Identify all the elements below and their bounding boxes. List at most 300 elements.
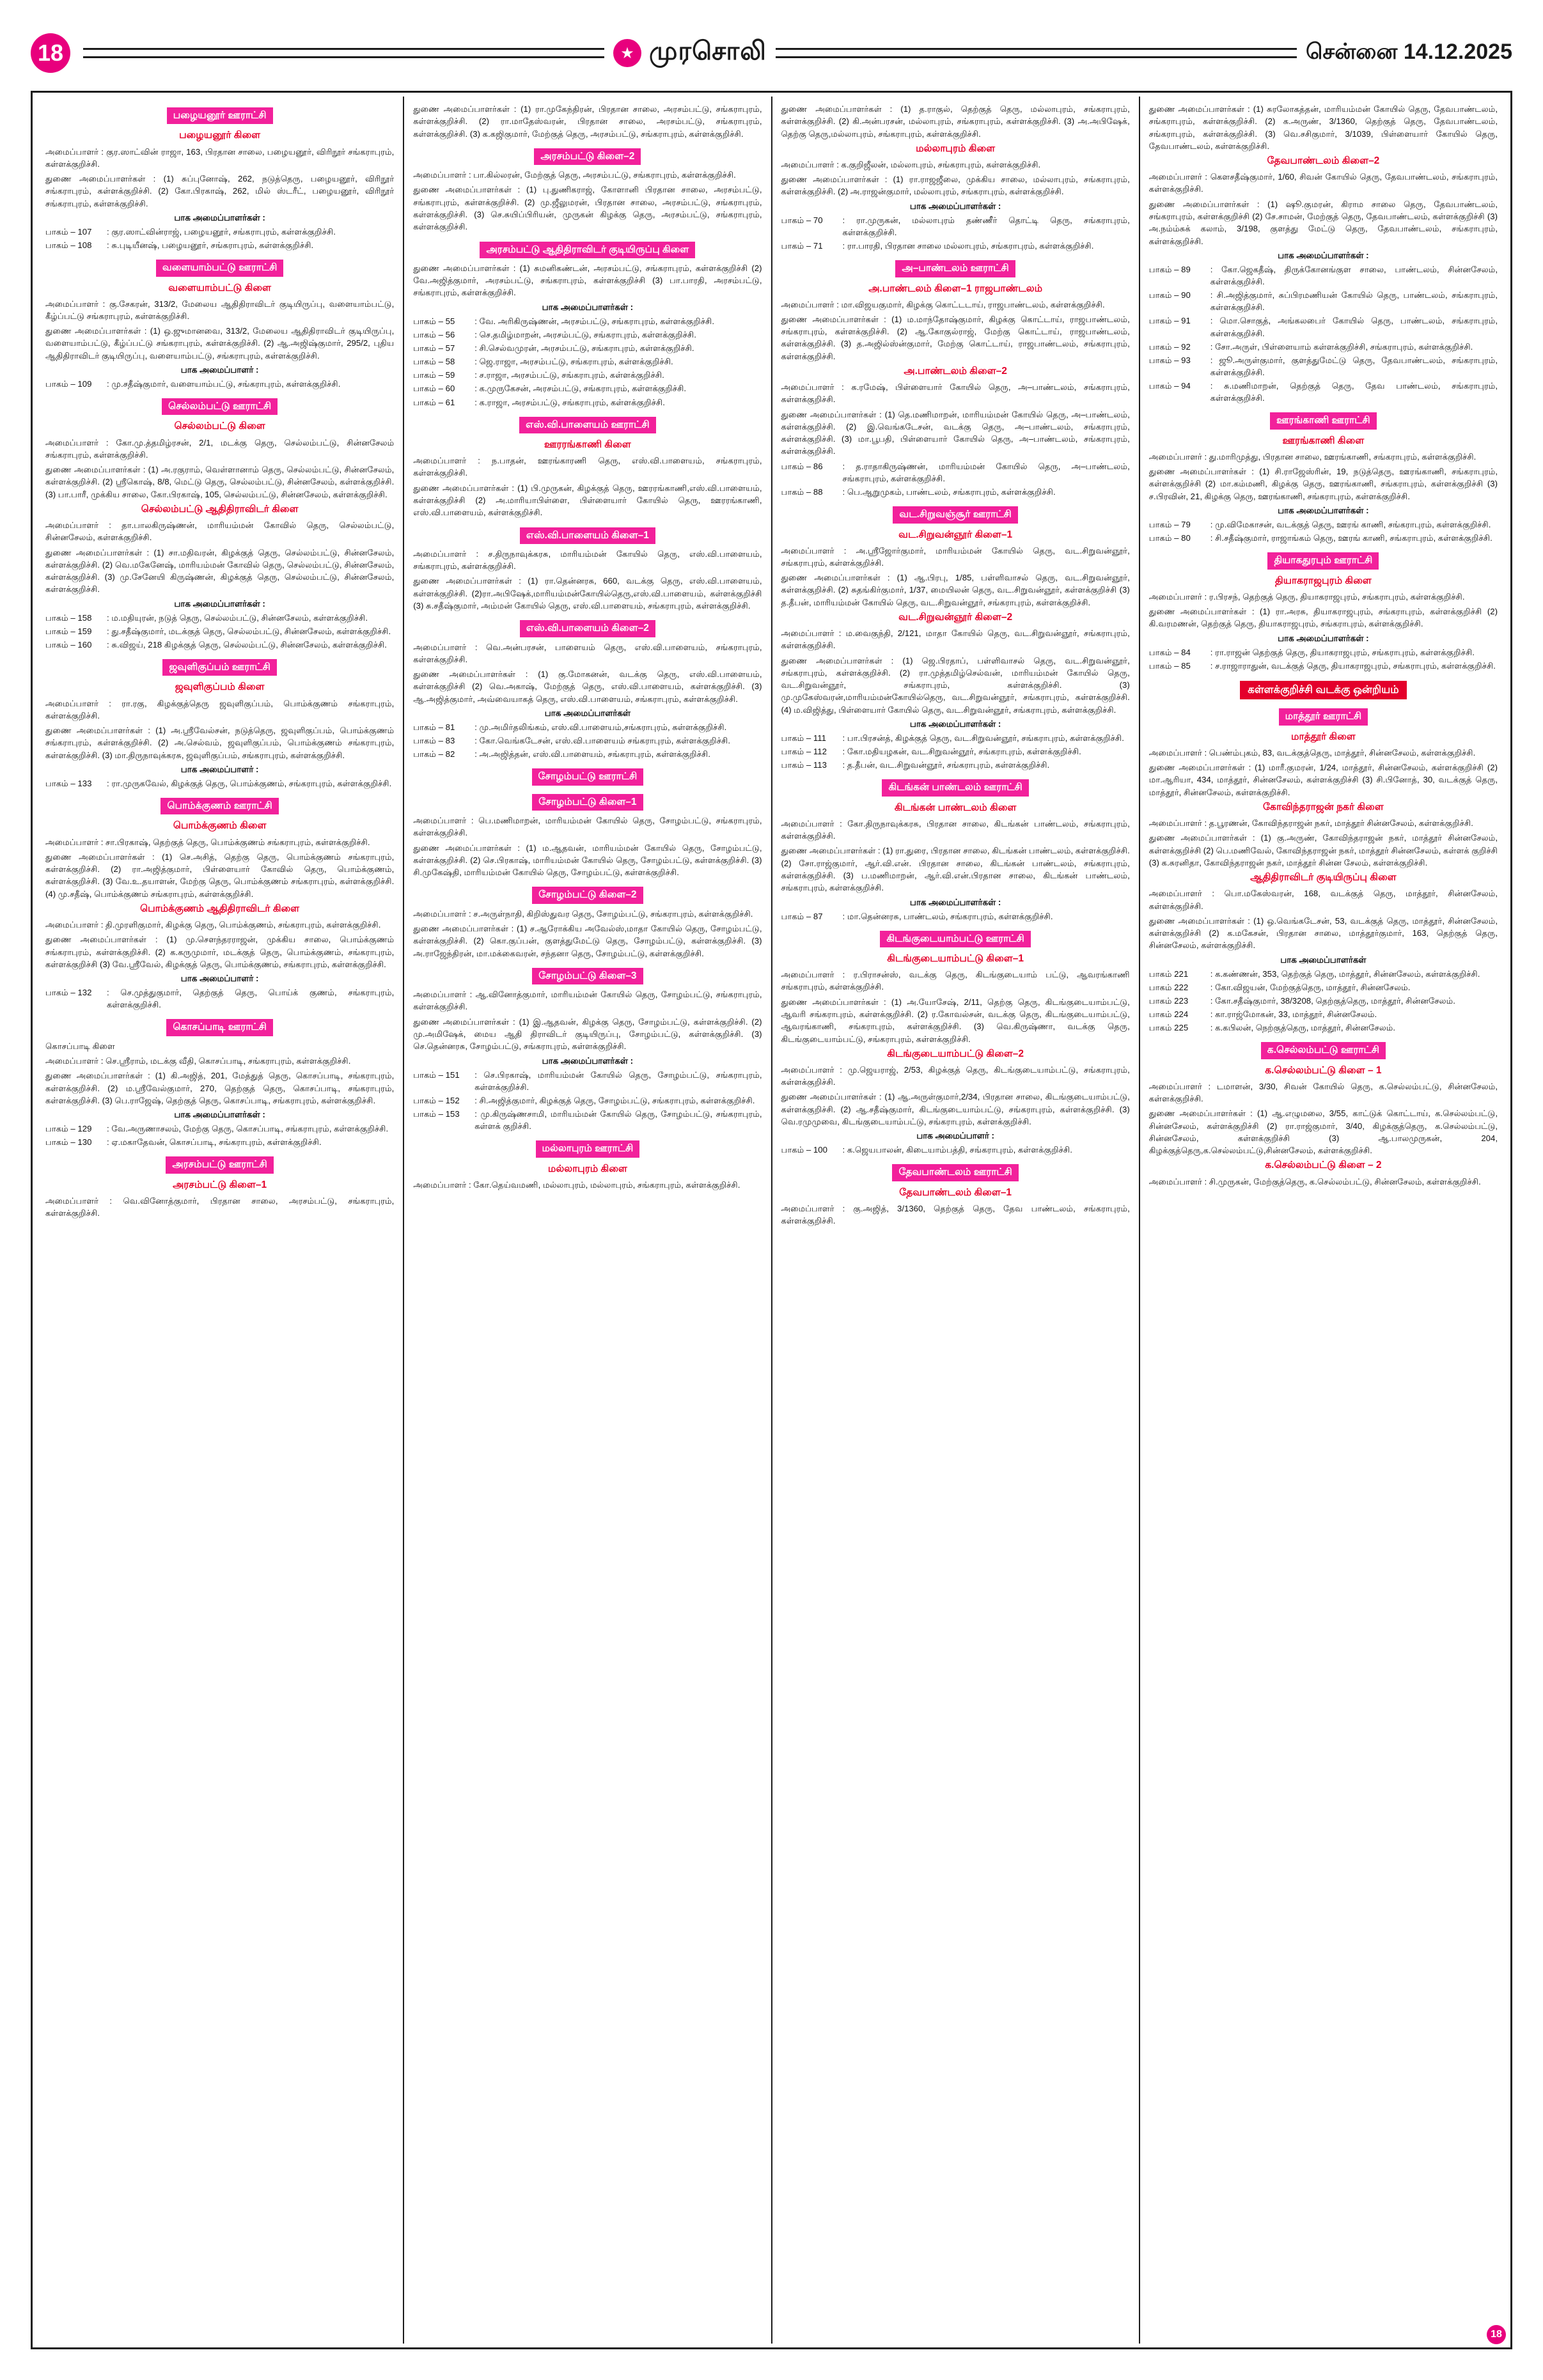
list-label: பாக அமைப்பாளர்கள் : [174, 598, 265, 609]
list-item [1149, 1022, 1498, 1034]
body-paragraph: அமைப்பாளர் : மா.விஜயகுமார், கிழக்கு கொட்டடாய், ராஜபாண்டலம், கள்ளக்குறிச்சி. [781, 299, 1105, 309]
list-item [45, 777, 394, 789]
body-paragraph: கொசப்பாடி கிளை [45, 1041, 115, 1051]
body-paragraph: துணை அமைப்பாளர்கள் : (1) மாரீ.குமரன், 1/24, மாத்தூர், சின்னசேலம், கள்ளக்குறிச்சி (2) மா.ஆரியா, 434, மாத்தூர், சின்னசேலம், கள்ளக்குறிச்சி (3) சி.பினோத், 30, வடக்குத் தெரு, மாத்தூர், சின்னசேலம், கள்ளக்குறிச்சி. [1148, 763, 1498, 797]
panchayat-heading: க.செல்லம்பட்டு ஊராட்சி [1261, 1042, 1386, 1059]
body-paragraph: துணை அமைப்பாளர்கள் : (1) ச.ஆரோக்கிய அவேல்ஸ்,மாதா கோயில் தெரு, சோழம்பட்டு, கள்ளக்குறிச்சி. (2) கொ.குப்பன், குளத்துமேட்டு தெரு, சோழம்பட்டு, கள்ளக்குறிச்சி. (3) அ.ராஜேந்திரன், மா.மக்கைவரன், சந்தனா தெரு, சோழம்பட்டு, கள்ளக்குறிச்சி. [413, 924, 762, 958]
branch-subheading: வட.சிறுவன்ஞூர் கிளை–1 [898, 529, 1013, 540]
branch-heading-wrap [413, 1135, 762, 1160]
list-item-value: : மு.கிருஷ்ணசாமி, மாரியம்மன் கோயில் தெரு, சோழம்பட்டு, சங்கராபுரம், கள்ளக் குறிச்சி. [474, 1108, 762, 1132]
list-item-key: பாகம் – 88 [781, 487, 823, 497]
page-number-badge: 18 [31, 33, 70, 73]
panchayat-heading: அரசம்பட்டு கிளை–2 [534, 148, 641, 165]
list-item-value: : சி.அஜித்குமார், சுப்பிரமணியன் கோயில் தெரு, பாண்டலம், சங்கராபுரம், கள்ளக்குறிச்சி. [1210, 290, 1498, 313]
body-paragraph: அமைப்பாளர் : பொ.மகேஸ்வரன், 168, வடக்குத் தெரு, மாத்தூர், சின்னசேலம், கள்ளக்குறிச்சி. [1148, 889, 1498, 911]
list-item-value: : கோ.சதீஷ்குமார், 38/3208, தெற்குத்தெரு, மாத்தூர், சின்னசேலம். [1210, 995, 1455, 1006]
branch-heading-wrap [781, 774, 1130, 798]
list-item-key: பாகம் – 130 [45, 1137, 92, 1147]
list-item-key: பாகம் – 151 [413, 1069, 460, 1080]
list-item-value: : த.ராதாகிருஷ்ணன், மாரியம்மன் கோயில் தெரு, அ–பாண்டலம், சங்கராபுரம், கள்ளக்குறிச்சி. [842, 461, 1130, 483]
list-item-value: : ஜெ.ராஜா, அரசம்பட்டு, சங்கராபுரம், கள்ளக்குறிச்சி. [474, 357, 673, 367]
list-item-value: : து.சதீஷ்குமார், மடக்குத் தெரு, செல்லம்பட்டு, சின்னசேலம், கள்ளக்குறிச்சி. [107, 626, 391, 636]
list-item-value: : கோ.வெங்கடேசன், எஸ்.வி.பாளையம் சங்கராபுரம், கள்ளக்குறிச்சி. [474, 736, 731, 746]
list-item-value: : ம.மதியுரன், நடுத் தெரு, செல்லம்பட்டு, சின்னசேலம், கள்ளக்குறிச்சி. [107, 612, 368, 623]
entry-list [1149, 518, 1498, 544]
body-paragraph: அமைப்பாளர் : வெ.அன்பரசன், பாளையம் தெரு, எஸ்.வி.பாளையம், சங்கராபுரம், கள்ளக்குறிச்சி. [413, 642, 762, 664]
branch-heading-wrap [45, 1013, 394, 1038]
body-paragraph: அமைப்பாளர் : கோ.தெய்வமணி, மல்லாபுரம், மல்லாபுரம், சங்கராபுரம், கள்ளக்குறிச்சி. [413, 1179, 740, 1190]
list-item [45, 239, 394, 251]
body-paragraph: அமைப்பாளர் : ர.பிராசன்ஸ், வடக்கு தெரு, கிடங்குடையாம் பட்டு, ஆவரங்காணி சங்கராபுரம், கள்ளக்குறிச்சி. [781, 970, 1130, 992]
body-paragraph: துணை அமைப்பாளர்கள் : (1) ஜெ.பிரதாப், பள்ளிவாசல் தெரு, வட.சிறுவன்ஞூர், சங்கராபுரம், கள்ளக்குறிச்சி. (2) ரா.முத்தமிழ்செல்வன், மாரியம்மன் கோயில் தெரு, வட.சிறுவன்ஞூர், சங்கராபுரம், கள்ளக்குறிச்சி. (3) மு.முகேஸ்வரன்,மாரியம்மன்கோயில்தெரு, வட.சிறுவன்ஞூர், சங்கராபுரம், கள்ளக்குறிச்சி. (4) ம.விஜித்து, பிள்ளையார் கோயில் தெரு, வட.சிறுவன்ஞூர், சங்கராபுரம், கள்ளக்குறிச்சி. [781, 655, 1130, 715]
list-item [413, 1108, 762, 1132]
branch-heading-wrap [413, 881, 762, 906]
body-paragraph: அமைப்பாளர் : கோ.மு.த்தமிழ்ரசன், 2/1, மடக்கு தெரு, செல்லம்பட்டு, சின்னசேலம் சங்கராபுரம், கள்ளக்குறிச்சி. [45, 437, 395, 460]
body-paragraph: துணை அமைப்பாளர்கள் : (1) ம.ஆதவன், மாரியம்மன் கோயில் தெரு, சோழம்பட்டு, கள்ளக்குறிச்சி. (2) செ.பிரகாஷ், மாரியம்மன் கோயில் தெரு, சோழம்பட்டு, கள்ளக்குறிச்சி. (3) சி.முகேஷ்தி, மாரியம்மன் கோயில் தெரு, சோழம்பட்டு, கள்ளக்குறிச்சி. [413, 843, 762, 878]
branch-subheading: பொம்க்குணம் ஆதிதிராவிடர் கிளை [140, 903, 300, 914]
list-item-key: பாகம் 221 [1148, 968, 1189, 979]
panchayat-heading: கிடங்குடையாம்பட்டு ஊராட்சி [880, 931, 1030, 947]
branch-heading-wrap [781, 254, 1130, 279]
body-paragraph: துணை அமைப்பாளர்கள் : (1) அ.ஸ்ரீவேல்சன், நடுத்தெரு, ஜவுளிகுப்பம், பொம்க்குணம் சங்கராபுரம், கள்ளக்குறிச்சி. (2) அ.செல்வம், ஜவுளிகுப்பம், பொம்க்குணம் சங்கராபுரம், கள்ளக்குறிச்சி. (3) மா.திருநாவுக்கரசு, ஜவுளிகுப்பம், சங்கராபுரம், கள்ளக்குறிச்சி. [45, 726, 395, 760]
body-paragraph: அமைப்பாளர் : சா.பிரகாஷ், தெற்குத் தெரு, பொம்க்குணம் சங்கராபுரம், கள்ளக்குறிச்சி. [45, 837, 370, 847]
body-paragraph: அமைப்பாளர் : க.ரமேஷ், பிள்ளையார் கோயில் தெரு, அ–பாண்டலம், சங்கராபுரம், கள்ளக்குறிச்சி. [781, 382, 1130, 405]
list-item-value: : ஏ.மகாதேவன், கொசப்பாடி, சங்கராபுரம், கள்ளக்குறிச்சி. [107, 1137, 322, 1147]
body-paragraph: துணை அமைப்பாளர்கள் : (1) சுப்புனோஷ், 262, நடுத்தெரு, பழையனூர், விரிநூர் சங்கராபுரம், கள்ளக்குறிச்சி. (2) கோ.பிரகாஷ், 262, மில் ஸ்டரீட், பழையனூர், விரிநூர் சங்கராபுரம், கள்ளக்குறிச்சி. [45, 174, 395, 208]
masthead-logo [613, 37, 767, 69]
list-item-key: பாகம் – 82 [413, 749, 455, 759]
footer-page-number: 18 [1487, 2325, 1506, 2344]
list-label: பாக அமைப்பாளர்கள் : [909, 897, 1001, 907]
panchayat-heading: எஸ்.வி.பாளையம் கிளை–2 [520, 620, 655, 637]
panchayat-heading: கொசப்பாடி ஊராட்சி [166, 1019, 273, 1036]
branch-subheading: க.செல்லம்பட்டு கிளை – 1 [1265, 1064, 1382, 1076]
branch-subheading: பழையனூர் கிளை [179, 130, 261, 141]
list-item-key: பாகம் – 81 [413, 722, 455, 732]
body-paragraph: அமைப்பாளர் : டமாளன், 3/30, சிவன் கோயில் தெரு, க.செல்லம்பட்டு, சின்னசேலம், கள்ளக்குறிச்சி. [1148, 1081, 1498, 1104]
list-item-key: பாகம் – 84 [1148, 647, 1191, 657]
list-item-value: : சு.மணிமாறன், தெற்குத் தெரு, தேவ பாண்டலம், சங்கராபுரம், கள்ளக்குறிச்சி. [1210, 381, 1498, 403]
list-item [1149, 995, 1498, 1007]
entry-list [781, 1144, 1130, 1156]
panchayat-heading: செல்லம்பட்டு ஊராட்சி [162, 398, 278, 415]
body-paragraph: துணை அமைப்பாளர்கள் : (1) ரா.ராஜஜீலை, முக்கிய சாலை, மல்லாபுரம், சங்கராபுரம், கள்ளக்குறிச்சி. (2) அ.ராஜன்குமார், மல்லாபுரம், சங்கராபுரம், கள்ளக்குறிச்சி. [781, 175, 1130, 197]
list-item-value: : சு.விஜய், 218 கிழக்குத் தெரு, செல்லம்பட்டு, சின்னசேலம், கள்ளக்குறிச்சி. [107, 639, 387, 649]
column-4 [1139, 97, 1507, 2344]
list-item-value: : மு.விமேகாசன், வடக்குத் தெரு, ஊரங் காணி, சங்கராபுரம், கள்ளக்குறிச்சி. [1210, 519, 1491, 529]
list-label: பாக அமைப்பாளர் : [180, 974, 259, 984]
branch-subheading: பொம்க்குணம் கிளை [173, 820, 267, 832]
body-paragraph: துணை அமைப்பாளர்கள் : (1) செ.அசித், தெற்கு தெரு, பொம்க்குணம் சங்கராபுரம், கள்ளக்குறிச்சி. (2) ரா.அஜித்குமார், பிள்ளையார் கோவில் தெரு, பொம்க்குணம், கள்ளக்குறிச்சி. (3) வே.உ.தயாளன், மேற்கு தெரு, பொம்க்குணம் சங்கராபுரம், கள்ளக்குறிச்சி. (4) மு.சதீஷ், பொம்க்குணம் சங்கராபுரம், கள்ளக்குறிச்சி. [45, 852, 395, 899]
list-item-key: பாகம் – 60 [413, 384, 455, 394]
list-item [1149, 660, 1498, 672]
branch-subheading: கிடங்கன் பாண்டலம் கிளை [894, 802, 1017, 813]
panchayat-heading: கிடங்கன் பாண்டலம் ஊராட்சி [882, 779, 1028, 796]
panchayat-heading: அ–பாண்டலம் ஊராட்சி [895, 260, 1015, 277]
list-item-key: பாகம் 222 [1148, 982, 1189, 992]
list-item [781, 240, 1130, 252]
body-paragraph: அமைப்பாளர் : ம.வைகுந்தி, 2/121, மாதா கோயில் தெரு, வட.சிறுவன்ஞூர், சங்கராபுரம், கள்ளக்குறிச்சி. [781, 628, 1130, 651]
body-paragraph: துணை அமைப்பாளர்கள் : (1) அ.யோசேஷ், 2/11, தெற்கு தெரு, கிடங்குடையாம்பட்டு, ஆவரி சங்கராபுரம், கள்ளக்குறிச்சி. (2) ர.கோவல்சன், வடக்கு தெரு, கிடங்குடையாம்பட்டு, ஆவரங்காணி, சங்கராபுரம், கள்ளக்குறிச்சி. (3) வெ.கிருஷ்ணா, வடக்கு தெரு, கிடங்குடையாம்பட்டு, சங்கராபுரம், கள்ளக்குறிச்சி. [781, 997, 1130, 1044]
list-item [781, 214, 1130, 238]
list-item-value: : சி.அஜித்குமார், கிழக்குத் தெரு, சோழம்பட்டு, சங்கராபுரம், கள்ளக்குறிச்சி. [474, 1095, 755, 1105]
branch-subheading: ஜவுளிகுப்பம் கிளை [175, 681, 265, 693]
list-item-value: : ரா.ராஜன் தெற்குத் தெரு, தியாகராஜபுரம், சங்கராபுரம், கள்ளக்குறிச்சி. [1210, 647, 1475, 657]
branch-heading-wrap [413, 236, 762, 261]
body-paragraph: அமைப்பாளர் : மு.ஜெயராஜ், 2/53, கிழக்குத் தெரு, கிடங்குடையாம்பட்டு, சங்கராபுரம், கள்ளக்குறிச்சி. [781, 1064, 1130, 1087]
list-item [413, 382, 762, 394]
list-item-key: பாகம் 224 [1148, 1009, 1189, 1020]
body-paragraph: அமைப்பாளர் : கோ.திருநாவுக்கரசு, பிரதான சாலை, கிடங்கன் பாண்டலம், சங்கராபுரம், கள்ளக்குறிச்சி. [781, 818, 1130, 841]
list-label: பாக அமைப்பாளர்கள் [544, 708, 631, 718]
branch-heading-wrap [781, 501, 1130, 525]
panchayat-heading: சோழம்பட்டு கிளை–3 [532, 968, 643, 984]
list-item-key: பாகம் – 159 [45, 626, 92, 636]
list-item [781, 759, 1130, 771]
list-item-value: : மு.சதீஷ்குமார், வளையாம்பட்டு, சங்கராபுரம், கள்ளக்குறிச்சி. [107, 378, 341, 389]
list-label: பாக அமைப்பாளர் : [180, 364, 259, 375]
body-paragraph: அமைப்பாளர் : ஆ.வினோத்குமார், மாரியம்மன் கோயில் தெரு, சோழம்பட்டு, சங்கராபுரம், கள்ளக்குறிச்சி. [413, 990, 762, 1012]
column-3 [771, 97, 1139, 2344]
list-item-value: : மு.அமிர்தலிங்கம், எஸ்.வி.பாளையம்,சங்கராபுரம், கள்ளக்குறிச்சி. [474, 722, 727, 732]
branch-heading-wrap [413, 411, 762, 436]
branch-heading-wrap [1149, 547, 1498, 572]
list-item-key: பாகம் – 107 [45, 226, 92, 237]
panchayat-heading: அரசம்பட்டு ஆதிதிராவிடர் குடியிருப்பு கிளை [480, 242, 695, 258]
list-item [1149, 518, 1498, 531]
list-item-key: பாகம் – 108 [45, 240, 92, 250]
entry-list [413, 721, 762, 760]
list-item-value: : ச.ராஜா, அரசம்பட்டு, சங்கராபுரம், கள்ளக்குறிச்சி. [474, 370, 664, 380]
list-item-key: பாகம் – 109 [45, 378, 92, 389]
entry-list [45, 378, 394, 390]
body-paragraph: துணை அமைப்பாளர்கள் : (1) ஒ.வெங்கடேசன், 53, வடக்குத் தெரு, மாத்தூர், சின்னசேலம், கள்ளக்குறிச்சி (2) க.மகேசன், பிரதான சாலை, மாத்தூர்குமார், 163, தெற்குத் தெரு, சின்னசேலம், கள்ளக்குறிச்சி. [1148, 915, 1498, 951]
list-item [781, 910, 1130, 922]
branch-subheading: கோவிந்தராஜன் நகர் கிளை [1263, 802, 1384, 813]
list-item-key: பாகம் – 91 [1148, 316, 1191, 326]
branch-subheading: கிடங்குடையாம்பட்டு கிளை–1 [887, 953, 1024, 965]
column-2 [403, 97, 771, 2344]
entry-list [1149, 263, 1498, 405]
panchayat-heading: சோழம்பட்டு கிளை–2 [532, 887, 643, 903]
list-item [1149, 968, 1498, 980]
branch-heading-wrap [1149, 407, 1498, 432]
body-paragraph: துணை அமைப்பாளர்கள் : (1) ஆ.பிரபு, 1/85, பள்ளிவாசல் தெரு, வட.சிறுவன்ஞூர், கள்ளக்குறிச்சி. (2) சுதங்கிர்குமார், 1/37, மையிலன் தெரு, வட.சிறுவன்ஞூர், கள்ளக்குறிச்சி (3) த.தீபன், மாரியம்மன் கோயில் தெரு, வட.சிறுவன்ஞூர், சங்கராபுரம், கள்ளக்குறிச்சி. [781, 573, 1130, 607]
list-item-value: : ச.ராஜாராதுன், வடக்குத் தெரு, தியாகராஜபுரம், சங்கராபுரம், கள்ளக்குறிச்சி. [1210, 660, 1496, 671]
list-item-value: : மொ.சொகுத், அங்கலபைர் கோயில் தெரு, பாண்டலம், சங்கராபுரம், கள்ளக்குறிச்சி. [1210, 316, 1498, 338]
panchayat-heading: ஊரங்காணி ஊராட்சி [1270, 412, 1377, 429]
list-item [45, 1136, 394, 1148]
entry-list [413, 315, 762, 408]
list-item-value: : பெ.ஆறுமுகம், பாண்டலம், சங்கராபுரம், கள்ளக்குறிச்சி. [842, 487, 1056, 497]
list-item-key: பாகம் – 112 [781, 747, 827, 757]
body-paragraph: அமைப்பாளர் : து.மாரிமுத்து, பிரதான சாலை, ஊரங்காணி, சங்கராபுரம், கள்ளக்குறிச்சி. [1148, 451, 1476, 462]
branch-heading-wrap [413, 763, 762, 788]
branch-subheading: தேவபாண்டலம் கிளை–1 [899, 1186, 1012, 1198]
body-paragraph: அமைப்பாளர் : ச.அருள்நாதி, கிறிஸ்துவர தெரு, சோழம்பட்டு, சங்கராபுரம், கள்ளக்குறிச்சி. [413, 908, 753, 919]
list-label: பாக அமைப்பாளர்கள் : [542, 1055, 634, 1066]
list-item-key: பாகம் – 86 [781, 461, 823, 471]
branch-subheading: வளையாம்பட்டு கிளை [168, 282, 271, 293]
list-item [1149, 981, 1498, 993]
branch-heading-wrap [781, 1158, 1130, 1183]
list-item [45, 625, 394, 637]
list-item-value: : ஜூ.அருள்குமார், குளத்துமேட்டு தெரு, தேவபாண்டலம், சங்கராபுரம், கள்ளக்குறிச்சி. [1210, 355, 1498, 377]
list-item [781, 732, 1130, 744]
branch-heading-wrap [45, 792, 394, 817]
entry-list [1149, 968, 1498, 1034]
list-item-key: பாகம் – 79 [1148, 519, 1191, 529]
list-item [45, 986, 394, 1011]
list-item [1149, 315, 1498, 339]
branch-subheading: வட.சிறுவன்ஞூர் கிளை–2 [898, 612, 1013, 623]
list-item [413, 721, 762, 733]
list-item [413, 396, 762, 408]
body-paragraph: துணை அமைப்பாளர்கள் : (1) ஆ.அருள்குமார்,2/34, பிரதான சாலை, கிடங்குடையாம்பட்டு, கள்ளக்குறிச்சி. (2) ஆ.சதீஷ்குமார், கிடங்குடையாம்பட்டு, சங்கராபுரம், கள்ளக்குறிச்சி. (3) வெ.ரமுமுவை, கிடங்குடையாம்பட்டு, சங்கராபுரம், கள்ளக்குறிச்சி. [781, 1092, 1130, 1126]
branch-heading-wrap [781, 925, 1130, 950]
panchayat-heading: பொம்க்குணம் ஊராட்சி [161, 798, 278, 814]
list-item [1149, 354, 1498, 378]
column-1 [36, 97, 403, 2344]
entry-list [781, 732, 1130, 771]
body-paragraph: அமைப்பாளர் : குர.ஸாட்வின் ராஜா, 163, பிரதான சாலை, பழையனூர், விரிநூர் சங்கராபுரம், கள்ளக்குறிச்சி. [45, 146, 395, 169]
branch-subheading: ஆதிதிராவிடர் குடியிருப்பு கிளை [1250, 872, 1397, 883]
body-paragraph: அமைப்பாளர் : ச.திருநாவுக்கரசு, மாரியம்மன் கோயில் தெரு, எஸ்.வி.பாளையம், சங்கராபுரம், கள்ளக்குறிச்சி. [413, 548, 762, 572]
list-item-key: பாகம் – 132 [45, 988, 92, 998]
entry-list [45, 1123, 394, 1148]
list-item-key: பாகம் – 160 [45, 639, 92, 649]
list-item-value: : ரா.முருகன், மல்லாபுரம் தண்ணீர் தொட்டி தெரு, சங்கராபுரம், கள்ளக்குறிச்சி. [842, 215, 1130, 237]
list-item [413, 315, 762, 327]
list-item-value: : செ.முத்துகுமார், தெற்குத் தெரு, பொய்க் குணம், சங்கராபுரம், கள்ளக்குறிச்சி. [107, 988, 395, 1010]
list-item-value: : த.தீபன், வட.சிறுவன்ஞூர், சங்கராபுரம், கள்ளக்குறிச்சி. [842, 760, 1050, 770]
list-item-value: : ரா.முருகவேல், கிழக்குத் தெரு, பொம்க்குணம், சங்கராபுரம், கள்ளக்குறிச்சி. [107, 778, 392, 788]
list-item-key: பாகம் – 89 [1148, 264, 1191, 274]
list-item [45, 612, 394, 624]
body-paragraph: துணை அமைப்பாளர்கள் : (1) ஒ.ஜுமானவை, 313/2, மேலைய ஆதிதிராவிடர் குடியிருப்பு, வளையாம்பட்டு, கீழ்ப்பட்டு சங்கராபுரம், கள்ளக்குறிச்சி. (2) ஆ.அஜிஷ்குமார், 295/2, புதிய ஆதிதிராவிடர் குடியிருப்பு, வளையாம்பட்டு, சங்கராபுரம், கள்ளக்குறிச்சி. [45, 326, 395, 361]
entry-list [45, 612, 394, 651]
list-item-value: : சி.சதீஷ்குமார், ராஜாங்கம் தெரு, ஊரங் காணி, சங்கராபுரம், கள்ளக்குறிச்சி. [1210, 533, 1492, 543]
branch-subheading: மல்லாபுரம் கிளை [916, 143, 996, 154]
list-label: பாக அமைப்பாளர்கள் : [1278, 505, 1369, 515]
body-paragraph: அமைப்பாளர் : ரா.ரகு, கிழக்குத்தெரு ஜவுளிகுப்பம், பொம்க்குணம் சங்கராபுரம், கள்ளக்குறிச்சி. [45, 698, 395, 720]
branch-subheading: செல்லம்பட்டு கிளை [174, 421, 265, 432]
list-item [413, 1094, 762, 1107]
body-paragraph: துணை அமைப்பாளர்கள் : (1) கி.அஜித், 201, மேத்துத் தெரு, கொசப்பாடி, சங்கராபுரம், கள்ளக்குறிச்சி. (2) ம.ஸ்ரீவேல்குமார், 270, தெற்குத் தெரு, கொசப்பாடி, சங்கராபுரம், கள்ளக்குறிச்சி. (3) பெ.ராஜேஷ், தெற்குத் தெரு, கொசப்பாடி, சங்கராபுரம், கள்ளக்குறிச்சி. [45, 1071, 395, 1105]
body-paragraph: துணை அமைப்பாளர்கள் : (1) ரா.அரசு, தியாகராஜபுரம், சங்கராபுரம், கள்ளக்குறிச்சி (2) கி.வரமணன், தெற்குத் தெரு, தியாகராஜபுரம், சங்கராபுரம், கள்ளக்குறிச்சி. [1148, 606, 1498, 629]
list-item-value: : க.ஜெயபாலன், கிடையாம்பத்தி, சங்கராபுரம், கள்ளக்குறிச்சி. [842, 1145, 1072, 1155]
branch-subheading: தேவபாண்டலம் கிளை–2 [1267, 155, 1380, 167]
body-paragraph: துணை அமைப்பாளர்கள் : (1) சா.மதிவரன், கிழக்குத் தெரு, செல்லம்பட்டு, சின்னசேலம், கள்ளக்குறிச்சி. (2) வெ.மகேனேஷ், மாரியம்மன் கோவில் தெரு, செல்லம்பட்டு, சின்னசேலம், கள்ளக்குறிச்சி. (3) மு.சேனேயி கிருஷ்ணன், கிழக்குத் தெரு, செல்லம்பட்டு, சின்னசேலம், கள்ளக்குறிச்சி. [45, 547, 395, 595]
list-item [1149, 646, 1498, 658]
list-item-value: : அ.அஜித்தன், எஸ்.வி.பாளையம், சங்கராபுரம், கள்ளக்குறிச்சி. [474, 749, 710, 759]
branch-heading-wrap [413, 788, 762, 813]
list-item-value: : செ.பிரகாஷ், மாரியம்மன் கோயில் தெரு, சோழம்பட்டு, சங்கராபுரம், கள்ளக்குறிச்சி. [474, 1069, 762, 1092]
body-paragraph: துணை அமைப்பாளர்கள் : (1) பு.துணிகராஜ், கோளானி பிரதான சாலை, அரசம்பட்டு, சங்கராபுரம், கள்ளக்குறிச்சி. (2) மு.ஜீலுமரன், பிரதான சாலை, அரசம்பட்டு, சங்கராபுரம், கள்ளக்குறிச்சி. (3) செ.சுயிப்பிரியன், முருகன் கிழக்கு தெரு, அரசம்பட்டு, சங்கராபுரம், கள்ளக்குறிச்சி. [413, 185, 762, 232]
list-item [1149, 289, 1498, 313]
list-item-key: பாகம் – 100 [781, 1145, 827, 1155]
list-item-key: பாகம் – 153 [413, 1108, 460, 1119]
publication-title: முரசொலி [648, 37, 767, 65]
panchayat-heading: மாத்தூர் ஊராட்சி [1279, 708, 1368, 725]
branch-subheading: ஊரங்காணி கிளை [1282, 435, 1365, 446]
masthead-rule-left [83, 48, 604, 58]
branch-heading-wrap [45, 1151, 394, 1176]
branch-subheading: கிடங்குடையாம்பட்டு கிளை–2 [887, 1048, 1024, 1059]
list-item [413, 342, 762, 354]
list-item [781, 1144, 1130, 1156]
body-paragraph: அமைப்பாளர் : அ.ஸ்ரீஜோர்குமார், மாரியம்மன் கோயில் தெரு, வட.சிறுவன்ஞூர், சங்கராபுரம், கள்ளக்குறிச்சி. [781, 545, 1130, 568]
list-item [45, 639, 394, 651]
edition-date: சென்னை 14.12.2025 [1305, 39, 1512, 64]
masthead [31, 26, 1512, 81]
list-item-value: : செ.தமிழ்மாறன், அரசம்பட்டு, சங்கராபுரம், கள்ளக்குறிச்சி. [474, 329, 696, 339]
entry-list [781, 910, 1130, 922]
list-item [1149, 380, 1498, 404]
section-heading-wrap [1149, 674, 1498, 703]
panchayat-heading: எஸ்.வி.பாளையம் ஊராட்சி [519, 417, 655, 433]
body-paragraph: துணை அமைப்பாளர்கள் : (1) ஷூ.குமரன், கிராம சாலை தெரு, தேவபாண்டலம், சங்கராபுரம், கள்ளக்குறிச்சி (2) சே.சாமன், மேற்குத் தெரு, தேவபாண்டலம், கள்ளக்குறிச்சி (3) அ.நம்ம்சுக் கலாம், 3/198, குளத்து மேட்டு தெரு, தேவபாண்டலம், சங்கராபுரம், கள்ளக்குறிச்சி. [1148, 199, 1498, 246]
list-item-key: பாகம் – 93 [1148, 355, 1191, 365]
branch-heading-wrap [45, 102, 394, 127]
list-label: பாக அமைப்பாளர்கள் : [909, 719, 1001, 729]
branch-heading-wrap [413, 962, 762, 987]
panchayat-heading: அரசம்பட்டு ஊராட்சி [166, 1156, 273, 1173]
list-item-key: பாகம் 223 [1148, 995, 1189, 1006]
list-item [1149, 263, 1498, 288]
body-paragraph: அமைப்பாளர் : த.பூரணன், கோவிந்தராஜன் நகர், மாத்தூர் சின்னசேலம், கள்ளக்குறிச்சி. [1148, 818, 1473, 828]
list-label: பாக அமைப்பாளர் : [180, 764, 259, 774]
panchayat-heading: தியாகதுரபும் ஊராட்சி [1267, 552, 1379, 569]
list-label: பாக அமைப்பாளர்கள் : [1278, 250, 1369, 260]
list-item-key: பாகம் – 83 [413, 736, 455, 746]
list-item-value: : வே.அருணாசலம், மேற்கு தெரு, கொசப்பாடி, சங்கராபுரம், கள்ளக்குறிச்சி. [107, 1124, 389, 1134]
entry-list [45, 226, 394, 251]
list-item-key: பாகம் – 61 [413, 397, 455, 407]
columns-container [36, 97, 1507, 2344]
list-item-key: பாகம் – 85 [1148, 660, 1191, 671]
list-item-key: பாகம் – 94 [1148, 381, 1191, 391]
list-label: பாக அமைப்பாளர்கள் : [174, 1110, 265, 1120]
panchayat-heading: மல்லாபுரம் ஊராட்சி [536, 1140, 640, 1157]
list-item-key: பாகம் – 113 [781, 760, 827, 770]
branch-subheading: அ.பாண்டலம் கிளை–1 ராஜபாண்டலம் [868, 283, 1043, 294]
list-item-key: பாகம் – 58 [413, 357, 455, 367]
body-paragraph: துணை அமைப்பாளர்கள் : (1) ரா.தென்னரசு, 660, வடக்கு தெரு, எஸ்.வி.பாளையம், கள்ளக்குறிச்சி. (2)ரா.அபிஷேக்,மாரியம்மன்கோயில்தெரு,எஸ்.வி.பாளையம், கள்ளக்குறிச்சி (3) சு.சதீஷ்குமார், அம்மன் கோயில் தெரு, எஸ்.வி.பாளையம், சங்கராபுரம், கள்ளக்குறிச்சி. [413, 576, 762, 611]
body-paragraph: அமைப்பாளர் : செ.ஸ்ரீராம், மடக்கு வீதி, கொசப்பாடி, சங்கராபுரம், கள்ளக்குறிச்சி. [45, 1056, 351, 1066]
list-item-key: பாகம் – 56 [413, 329, 455, 339]
body-paragraph: அமைப்பாளர் : க.குறிஜீலன், மல்லாபுரம், சங்கராபுரம், கள்ளக்குறிச்சி. [781, 159, 1041, 169]
list-item [413, 1069, 762, 1093]
list-label: பாக அமைப்பாளர்கள் : [909, 201, 1001, 211]
branch-heading-wrap [413, 143, 762, 167]
list-item-key: பாகம் – 55 [413, 316, 455, 326]
list-item-value: : க.ராஜா, அரசம்பட்டு, சங்கராபுரம், கள்ளக்குறிச்சி. [474, 397, 665, 407]
list-item [781, 460, 1130, 485]
entry-list [45, 777, 394, 789]
list-item-value: : சு.புடியீனஷ், பழையனூர், சங்கராபுரம், கள்ளக்குறிச்சி. [107, 240, 314, 250]
list-item-value: : வே. அரிகிருஷ்ணன், அரசம்பட்டு, சங்கராபுரம், கள்ளக்குறிச்சி. [474, 316, 715, 326]
branch-subheading: மல்லாபுரம் கிளை [547, 1163, 627, 1174]
body-paragraph: அமைப்பாளர் : பா.கில்லரன், மேற்குத் தெரு, அரசம்பட்டு, சங்கராபுரம், கள்ளக்குறிச்சி. [413, 170, 736, 180]
branch-heading-wrap [413, 522, 762, 547]
body-paragraph: துணை அமைப்பாளர்கள் : (1) மு.செளந்தரராஜன், முக்கிய சாலை, பொம்க்குணம் சங்கராபுரம், கள்ளக்குறிச்சி. (2) க.கருமுமார், மடக்குத் தெரு, பொம்க்குணம், சங்கராபுரம், கள்ளக்குறிச்சி (3) வே.ஸ்ரீவேல், கிழக்குத் தெரு, பொம்க்குணம், சங்கராபுரம், கள்ளக்குறிச்சி. [45, 935, 395, 969]
list-item-value: : கோ.விஜயன், மேற்குத்தெரு, மாத்தூர், சின்னசேலம். [1210, 982, 1411, 992]
list-item [1149, 532, 1498, 544]
list-item-value: : கோ.மதியழகன், வட.சிறுவன்ஞூர், சங்கராபுரம், கள்ளக்குறிச்சி. [842, 747, 1081, 757]
entry-list [781, 214, 1130, 252]
list-item [413, 355, 762, 368]
body-paragraph: துணை அமைப்பாளர்கள் : (1) சி.ராஜேஸ்ரின், 19, நடுத்தெரு, ஊரங்காணி, சங்கராபுரம், கள்ளக்குறிச்சி (2) மா.கம்மணி, கிழக்கு தெரு, ஊரங்காணி, சங்கராபுரம், கள்ளக்குறிச்சி (3) ச.பிரவின், 21, கிழக்கு தெரு, ஊரங்காணி, சங்கராபுரம், கள்ளக்குறிச்சி. [1148, 467, 1498, 501]
body-paragraph: அமைப்பாளர் : கௌசதீஷ்குமார், 1/60, சிவன் கோயில் தெரு, தேவபாண்டலம், சங்கராபுரம், கள்ளக்குறிச்சி. [1148, 172, 1498, 194]
list-item-value: : க.முருகேசன், அரசம்பட்டு, சங்கராபுரம், கள்ளக்குறிச்சி. [474, 384, 687, 394]
branch-subheading: செல்லம்பட்டு ஆதிதிராவிடர் கிளை [141, 503, 299, 515]
union-heading: கள்ளக்குறிச்சி வடக்கு ஒன்றியம் [1240, 681, 1406, 700]
branch-heading-wrap [45, 393, 394, 417]
body-paragraph: துணை அமைப்பாளர்கள் : (1) த.ராகுல், தெற்குத் தெரு, மல்லாபுரம், சங்கராபுரம், கள்ளக்குறிச்சி. (2) கி.அன்பரசன், மல்லாபுரம், சங்கராபுரம், கள்ளக்குறிச்சி. (3) அ.அபிஷேக், தெற்கு தெரு,மல்லாபுரம், சங்கராபுரம், கள்ளக்குறிச்சி. [781, 104, 1130, 139]
list-item-key: பாகம் – 57 [413, 343, 455, 353]
branch-heading-wrap [413, 614, 762, 639]
list-item-value: : க.கண்ணன், 353, தெற்குத் தெரு, மாத்தூர், சின்னசேலம், கள்ளக்குறிச்சி. [1210, 968, 1480, 979]
list-label: பாக அமைப்பாளர்கள் : [1278, 633, 1369, 643]
body-paragraph: துணை அமைப்பாளர்கள் : (1) பி.முருகன், கிழக்குத் தெரு, ஊரரங்காணி,எஸ்.வி.பாளையம், கள்ளக்குறிச்சி (2) அ.மாரியாபிள்ளை, பிள்ளையார் கோயில் தெரு, ஊரரங்காணி, எஸ்.வி.பாளையம், கள்ளக்குறிச்சி. [413, 483, 762, 518]
list-item [413, 369, 762, 381]
content-frame [31, 91, 1512, 2349]
list-item-value: : கோ.ஜெகதீஷ், திருக்கோனங்குள சாலை, பாண்டலம், சின்னசேலம், கள்ளக்குறிச்சி. [1210, 264, 1498, 286]
list-item-key: பாகம் 225 [1148, 1023, 1189, 1033]
body-paragraph: துணை அமைப்பாளர்கள் : (1) ரா.துரை, பிரதான சாலை, கிடங்கன் பாண்டலம், கள்ளக்குறிச்சி. (2) சோ.ராஜ்குமார், ஆர்.வி.என். பிரதான சாலை, கிடங்கன் பாண்டலம், சங்கராபுரம், கள்ளக்குறிச்சி. (3) ப.மணிமாறன், ஆர்.வி.என்.பிரதான சாலை, கிடங்கன் பாண்டலம், சங்கராபுரம், கள்ளக்குறிச்சி. [781, 846, 1130, 893]
list-item-value: : சோ.அருள், பிள்ளையாம் கள்ளக்குறிச்சி, சங்கராபுரம், கள்ளக்குறிச்சி. [1210, 341, 1473, 352]
branch-heading-wrap [45, 653, 394, 678]
list-item [781, 486, 1130, 498]
list-item-value: : கா.ராஜ்மோகன், 33, மாத்தூர், சின்னசேலம். [1210, 1009, 1377, 1020]
body-paragraph: துணை அமைப்பாளர்கள் : (1) இ.ஆதவன், கிழக்கு தெரு, சோழம்பட்டு, கள்ளக்குறிச்சி. (2) மு.அமிஷேக், மைய ஆதி திராவிடர் குடியிருப்பு, சோழம்பட்டு, கள்ளக்குறிச்சி. (3) செ.தென்னரசு, சோழம்பட்டு, சங்கராபுரம், கள்ளக்குறிச்சி. [413, 1016, 762, 1052]
list-item-key: பாகம் – 90 [1148, 290, 1191, 300]
branch-subheading: அரசம்பட்டு கிளை–1 [173, 1179, 267, 1190]
panchayat-heading: பழையனூர் ஊராட்சி [167, 107, 273, 124]
list-item [1149, 1008, 1498, 1020]
masthead-rule-right [776, 48, 1297, 58]
list-item-key: பாகம் – 133 [45, 778, 92, 788]
branch-subheading: மாத்தூர் கிளை [1290, 731, 1356, 742]
body-paragraph: அமைப்பாளர் : பெண்ம்புகம், 83, வடக்குத்தெரு, மாத்தூர், சின்னசேலம், கள்ளக்குறிச்சி. [1148, 747, 1476, 758]
list-item [45, 1123, 394, 1135]
branch-heading-wrap [1149, 1036, 1498, 1061]
body-paragraph: அமைப்பாளர் : ந.பாதன், ஊரங்காரணி தெரு, எஸ்.வி.பாளையம், சங்கராபுரம், கள்ளக்குறிச்சி. [413, 456, 762, 478]
list-label: பாக அமைப்பாளர்கள் : [542, 302, 634, 312]
list-item [45, 378, 394, 390]
entry-list [1149, 646, 1498, 672]
panchayat-heading: சோழம்பட்டு கிளை–1 [532, 794, 643, 811]
list-item-value: : ரா.பாரதி, பிரதான சாலை மல்லாபுரம், சங்கராபுரம், கள்ளக்குறிச்சி. [842, 241, 1094, 251]
list-item-value: : க.கபிலன், நெற்குத்தெரு, மாத்தூர், சின்னசேலம். [1210, 1023, 1396, 1033]
body-paragraph: அமைப்பாளர் : பெ.மணிமாறன், மாரியம்மன் கோயில் தெரு, சோழம்பட்டு, சங்கராபுரம், கள்ளக்குறிச்சி. [413, 816, 762, 838]
panchayat-heading: வட.சிறுவஞ்சூர் ஊராட்சி [893, 506, 1017, 523]
panchayat-heading: சோழம்பட்டு ஊராட்சி [532, 768, 644, 785]
list-item-value: : மா.தென்னரசு, பாண்டலம், சங்கராபுரம், கள்ளக்குறிச்சி. [842, 911, 1053, 921]
list-item [413, 735, 762, 747]
body-paragraph: துணை அமைப்பாளர்கள் : (1) ஆ.எழுமலை, 3/55, காட்டுக் கொட்டாய், க.செல்லம்பட்டு, சின்னசேலம், கள்ளக்குறிச்சி (2) ரா.ராஜ்குமார், 3/40, கிழக்குத்தெரு, க.செல்லம்பட்டு, சின்னசேலம், கள்ளக்குறிச்சி (3) ஆ.பாலமுருகன், 204, கிழக்குத்தெரு,க.செல்லம்பட்டு,சின்னசேலம், கள்ளக்குறிச்சி. [1148, 1108, 1498, 1156]
body-paragraph: அமைப்பாளர் : சி.முருகன், மேற்குத்தெரு, க.செல்லம்பட்டு, சின்னசேலம், கள்ளக்குறிச்சி. [1148, 1176, 1481, 1186]
panchayat-heading: தேவபாண்டலம் ஊராட்சி [892, 1164, 1018, 1181]
body-paragraph: அமைப்பாளர் : தா.பாலகிருஷ்ணன், மாரியம்மன் கோவில் தெரு, செல்லம்பட்டு, சின்னசேலம், கள்ளக்குறிச்சி. [45, 520, 395, 543]
body-paragraph: துணை அமைப்பாளர்கள் : (1) கு.மோகனன், வடக்கு தெரு, எஸ்.வி.பாளையம், கள்ளக்குறிச்சி (2) வெ.அகாஷ், மேற்குத் தெரு, எஸ்.வி.பாளையம், கள்ளக்குறிச்சி. (3) ஆ.அஜித்குமார், அவ்வையாகத் தெரு, எஸ்.வி.பாளையம், சங்கராபுரம், கள்ளக்குறிச்சி. [413, 669, 762, 704]
list-label: பாக அமைப்பாளர்கள் : [174, 212, 265, 222]
branch-subheading: தியாகராஜபுரம் கிளை [1275, 575, 1372, 586]
list-item [413, 329, 762, 341]
branch-heading-wrap [45, 254, 394, 279]
branch-subheading: ஊரரங்காணி கிளை [544, 439, 631, 451]
